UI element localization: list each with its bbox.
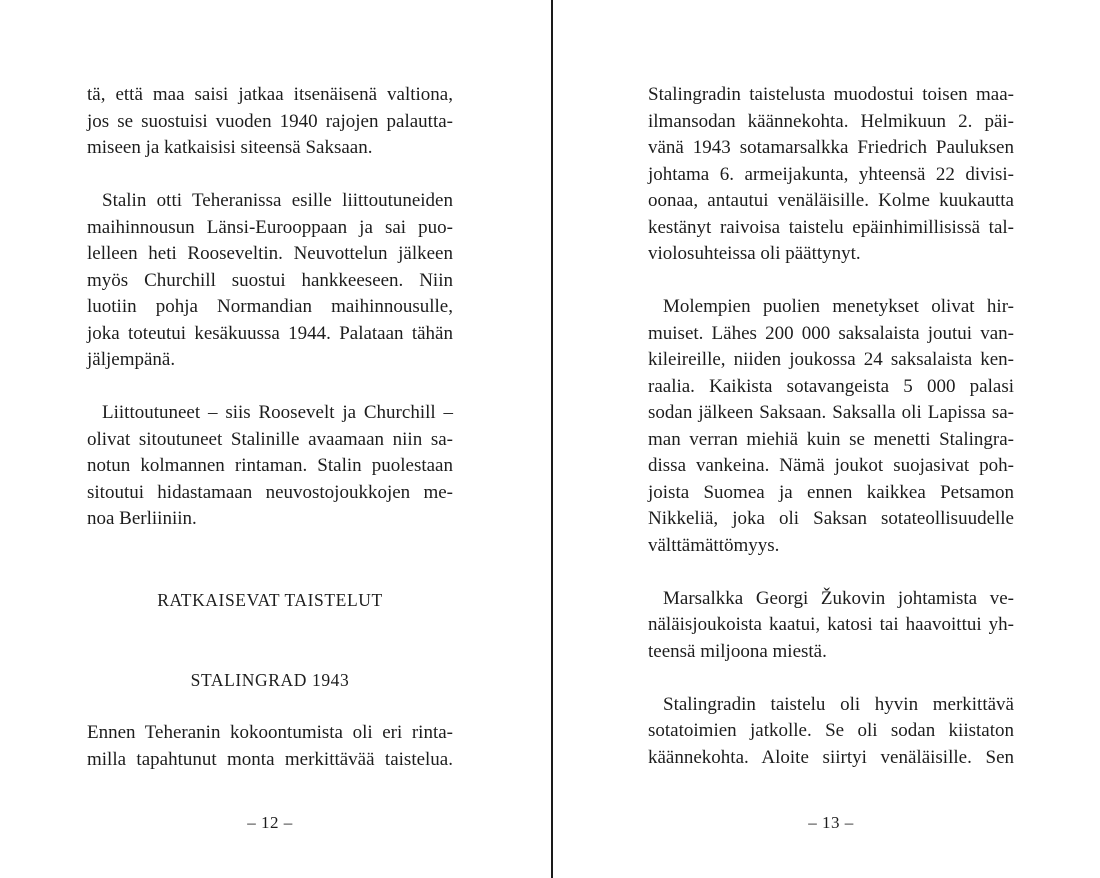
text-line: Nikkeliä, joka oli Saksan sotateollisuudelle (648, 508, 1014, 529)
paragraph (87, 400, 453, 533)
text-line: Liittoutuneet – siis Roosevelt ja Churchill – (102, 402, 453, 423)
text-line: ilmansodan käännekohta. Helmikuun 2. päi- (648, 110, 1014, 132)
paragraph (87, 188, 453, 374)
text-line: sitoutui hidastamaan neuvostojoukkojen me- (87, 481, 453, 503)
text-line: lelleen heti Rooseveltin. Neuvottelun jälkeen (87, 243, 453, 264)
text-line: dissa vankeina. Nämä joukot suojasivat poh- (648, 455, 1014, 476)
page-left-text-column (87, 82, 453, 773)
text-line: Molempien puolien menetykset olivat hir- (663, 296, 1014, 317)
paragraph (648, 586, 1014, 666)
text-line: violosuhteissa oli päättynyt. (648, 243, 861, 264)
text-line: maihinnousun Länsi-Eurooppaan ja sai puo- (87, 216, 453, 238)
text-line: Stalingradin taistelu oli hyvin merkittävä (663, 693, 1014, 715)
text-line: tä, että maa saisi jatkaa itsenäisenä valtiona, (87, 84, 453, 105)
page-divider (551, 0, 553, 878)
text-line: miseen ja katkaisisi siteensä Saksaan. (87, 137, 373, 158)
text-line: olivat sitoutuneet Stalinille avaamaan niin sa- (87, 428, 453, 450)
text-line: näläisjoukoista kaatui, katosi tai haavoittui yh- (648, 614, 1014, 635)
text-line: milla tapahtunut monta merkittävää taistelua. (87, 748, 453, 770)
text-line: johtama 6. armeijakunta, yhteensä 22 divisi- (648, 163, 1014, 185)
text-line: myös Churchill suostui hankkeeseen. Niin (87, 269, 453, 291)
paragraph (648, 82, 1014, 268)
text-line: luotiin pohja Normandian maihinnousulle, (87, 296, 453, 317)
text-line: Marsalkka Georgi Žukovin johtamista ve- (663, 587, 1014, 609)
text-line: Stalingradin taistelusta muodostui toisen maa- (648, 84, 1014, 105)
text-line: jäljempänä. (87, 349, 176, 370)
text-line: Ennen Teheranin kokoontumista oli eri rinta- (87, 722, 453, 743)
text-line: sotatoimien jatkolle. Se oli sodan kiistaton (648, 720, 1014, 741)
text-line: joista Suomea ja ennen kaikkea Petsamon (648, 481, 1014, 503)
text-line: Stalin otti Teheranissa esille liittoutuneiden (102, 190, 453, 211)
text-line: muiset. Lähes 200 000 saksalaista joutui van- (648, 322, 1014, 344)
text-line: käännekohta. Aloite siirtyi venäläisille. Sen (648, 746, 1014, 768)
text-line: oonaa, antautui venäläisille. Kolme kuukautta (648, 190, 1014, 211)
text-line: notun kolmannen rintaman. Stalin puolestaan (87, 455, 453, 476)
text-line: sodan jälkeen Saksaan. Saksalla oli Lapissa sa- (648, 402, 1014, 423)
text-line: välttämättömyys. (648, 534, 780, 556)
text-line: raalia. Kaikista sotavangeista 5 000 palasi (648, 375, 1014, 397)
text-line: vänä 1943 sotamarsalkka Friedrich Pauluksen (648, 137, 1014, 158)
page-right-text-column (648, 82, 1014, 771)
text-line: noa Berliiniin. (87, 508, 197, 529)
text-line: man verran miehiä kuin se menetti Stalingra- (648, 428, 1014, 450)
paragraph (87, 82, 453, 162)
section-heading: RATKAISEVAT TAISTELUT (157, 589, 383, 610)
text-line: jos se suostuisi vuoden 1940 rajojen palautta- (87, 110, 453, 132)
text-line: joka toteutui kesäkuussa 1944. Palataan tähän (87, 322, 453, 344)
text-line: kestänyt raivoisa taistelu epäinhimillisissä tal- (648, 216, 1014, 238)
page-number-right: – 13 – (808, 813, 854, 832)
text-line: teensä miljoona miestä. (648, 640, 827, 662)
page-number-left: – 12 – (247, 813, 293, 832)
paragraph (648, 692, 1014, 772)
paragraph (87, 720, 453, 773)
subsection-heading: STALINGRAD 1943 (190, 670, 350, 690)
text-line: kileireille, niiden joukossa 24 saksalaista ken- (648, 349, 1014, 370)
paragraph (648, 294, 1014, 559)
